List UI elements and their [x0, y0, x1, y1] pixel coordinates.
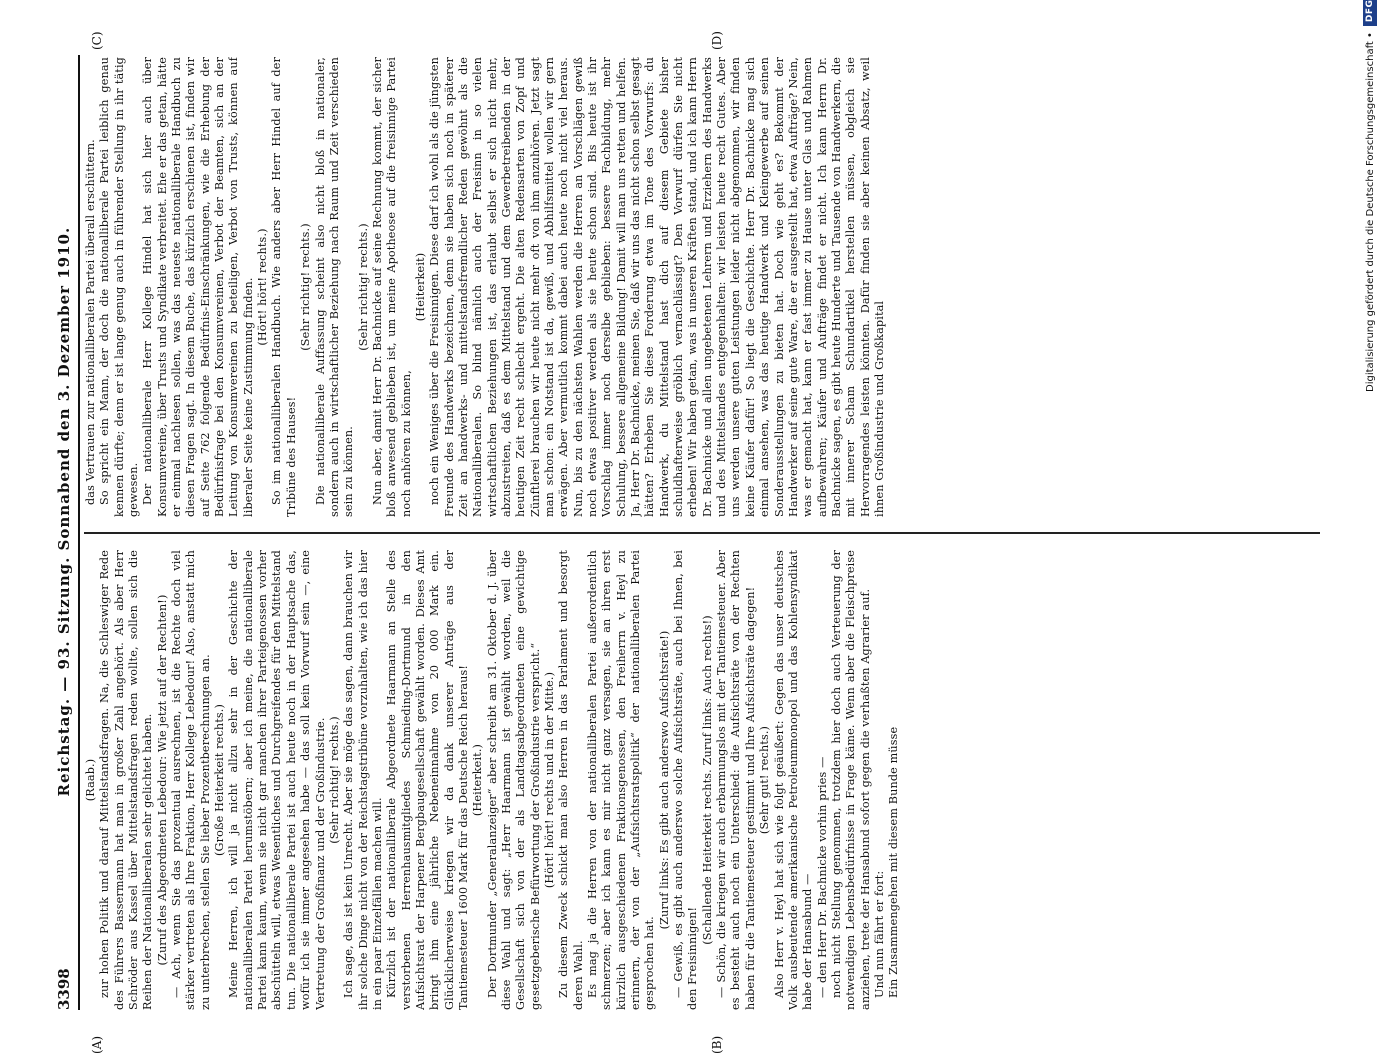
newspaper-page — [50, 31, 1340, 1054]
digitization-footer — [1353, 0, 1381, 392]
dfg-logo: DFG — [1363, 0, 1377, 26]
paragraph: (Zuruf links: Es gibt auch anderswo Aufsichtsräte!) — [657, 630, 671, 930]
paragraph: Kürzlich ist der nationalliberale Abgeordnete Haarmann an Stelle des verstorbenen Herrenhausmitgliedes Schmieding-Dortmund in den Aufsichtsrat der Harpener Bergbaugesellschaft gewählt worden. Dieses Amt bringt ihm eine jährliche Nebeneinnahme von 20 000 Mark ein. Glücklicherweise kriegen wir da dank unserer Anträge aus der Tantiemesteuer 1600 Mark für das Deutsche Reich heraus! — [385, 550, 470, 1010]
paragraph: Also Herr v. Heyl hat sich wie folgt geäußert: Gegen das unser deutsches Volk ausbeutende amerikanische Petroleummonopol und das Kohlensyndikat habe der Hansabund — — [772, 550, 815, 1010]
margin-mark-a: (A) — [90, 1035, 104, 1054]
paragraph: (Große Heiterkeit rechts.) — [213, 704, 227, 856]
paragraph: — Ach, wenn Sie das prozentual ausrechnen, ist die Rechte doch viel stärker vertreten als Ihre Fraktion, Herr Kollege Lebedour! Also, anstatt mich zu unterbrechen, stellen Sie lieber Prozentberechnungen an. — [170, 550, 212, 1010]
paragraph: Nun aber, damit Herr Dr. Bachnicke auf seine Rechnung kommt, der sicher bloß anwesend geblieben ist, um meine Apotheose auf die freisinnige Partei noch anhören zu können, — [370, 57, 413, 517]
paragraph: Die nationalliberale Auffassung scheint also nicht bloß in nationaler, sondern auch in wirtschaftlicher Beziehung nach Raum und Zeit verschieden sein zu können. — [313, 57, 356, 517]
paragraph: (Sehr gut! rechts.) — [758, 725, 772, 835]
paragraph: So spricht ein Mann, der doch die nationalliberale Partei leiblich genau kennen dürfte; denn er ist lange genug auch in führender Stellung in ihr tätig gewesen. — [98, 57, 141, 517]
paragraph: (Sehr richtig! rechts.) — [299, 223, 313, 351]
paragraph: Und nun fährt er fort: — [872, 870, 886, 998]
paragraph: So im nationalliberalen Handbuch. Wie anders aber Herr Hindel auf der Tribüne des Hauses! — [270, 57, 298, 517]
paragraph: (Sehr richtig! rechts.) — [356, 223, 370, 351]
paragraph: — den Herr Dr. Bachnicke vorhin pries — — [815, 756, 829, 998]
paragraph: Meine Herren, ich will ja nicht allzu sehr in der Geschichte der nationalliberalen Partei herumstöbern; aber ich meine, die nationalliberale Partei kann kaum, wenn sie nicht gar manchen ihrer Parteigenossen vorher abschütteln will, etwas Wesentliches und Durchgreifendes für den Mittelstand tun. Die nationalliberale Partei ist auch heute noch in der Hauptsache das, wofür ich sie immer angesehen habe — das soll kein Vorwurf sein —, eine Vertretung der Großfinanz und der Großindustrie. — [227, 550, 327, 1010]
paragraph: (Hört! hört! rechts und in der Mitte.) — [543, 671, 556, 889]
paragraph: Es mag ja die Herren von der nationalliberalen Partei außerordentlich schmerzen; aber ich kann es mir nicht ganz versagen, sie an ihren erst kürzlich ausgeschiedenen Fraktionsgenossen, den Freiherrn v. Heyl zu erinnern, der von der „Aufsichtsratspolitik“ der nationalliberalen Partei gesprochen hat. — [586, 550, 657, 1010]
digitization-note: Digitalisierung gefördert durch die Deutsche Forschungsgemeinschaft • — [1364, 32, 1376, 392]
paragraph: Der nationalliberale Herr Kollege Hindel hat sich hier auch über Konsumvereine, über Trusts und Syndikate verbreitet. Ehe er das getan, hätte er einmal nachlesen sollen, was das neueste nationalliberale Handbuch zu diesen Fragen sagt. In diesem Buche, das kürzlich erschienen ist, finden wir auf Seite 762 folgende Bedürfnis-Einschränkungen, wie die Erhebung der Bedürfnisfrage bei den Konsumvereinen, Verbot der Beamten, sich an der Leitung von Konsumvereinen zu beteiligen, Verbot von Trusts, können auf liberaler Seite keine Zustimmung finden. — [141, 57, 255, 517]
paragraph: Zu diesem Zweck schickt man also Herren in das Parlament und besorgt deren Wahl. — [557, 550, 585, 1010]
page-title: Reichstag. — 93. Sitzung. Sonnabend den 3. Dezember 1910. — [55, 226, 73, 797]
column-divider — [84, 532, 1320, 534]
margin-mark-b: (B) — [710, 1035, 724, 1054]
margin-mark-d: (D) — [710, 31, 724, 50]
paragraph: noch ein Weniges über die Freisinnigen. Diese darf ich wohl als die jüngsten Freunde des Handwerks bezeichnen, denn sie haben sich noch in späterer Zeit an handwerks- und mittelstandsfremdlicher Reden gewöhnt als die Nationalliberalen. So blind nämlich auch der Freisinn in so vielen wirtschaftlichen Beziehungen ist, das erlaubt selbst er sich nicht mehr, abzustreiten, daß es dem Mittelstand und dem Gewerbetreibenden in der heutigen Zeit recht schlecht ergeht. Die alten Redensarten von Zopf und Zünftlerei brauchen wir heute nicht mehr oft von ihm anzuhören. Jetzt sagt man schon: ein Notstand ist da, gewiß, und Abhilfsmittel wollen wir gern erwägen. Aber vermutlich kommt dabei auch heute noch nicht viel heraus. Nun, bis zu den nächsten Wahlen werden die Herren an Vorschlägen gewiß noch etwas positiver werden als sie heute schon sind. Bis heute ist ihr Vorschlag immer noch derselbe geblieben: bessere Fachbildung, mehr Schulung, bessere allgemeine Bildung! Damit will man uns retten und helfen. Ja, Herr Dr. Bachnicke, meinen Sie, daß wir uns das nicht schon selbst gesagt hätten? Erheben Sie diese Forderung etwa im Tone des Vorwurfs: du Handwerk, du Mittelstand hast dich auf diesem Gebiete bisher schuldhafterweise gröblich vernachlässigt? Den Vorwurf dürfen Sie nicht erheben! Wir haben getan, was in unseren Kräften stand, und ich kann Herrn Dr. Bachnicke und allen ungebetenen Lehrern und Erziehern des Handwerks und des Mittelstandes entgegenhalten: wir leisten heute recht Gutes. Aber uns werden unsere guten Leistungen leider nicht abgenommen, wir finden keine Käufer dafür! So liegt die Geschichte. Herr Dr. Bachnicke mag sich einmal ansehen, was das heutige Handwerk und Kleingewerbe auf seinen Sonderausstellungen zu bieten hat. Doch wie geht es? Bekommt der Handwerker auf seine gute Ware, die er ausgestellt hat, etwa Aufträge? Nein, was er gemacht hat, kann er fast immer zu Hause unter Glas und Rahmen aufbewahren; Käufer und Aufträge findet er nicht. Ich kann Herrn Dr. Bachnicke sagen, es gibt heute Hunderte und Tausende von Handwerkern, die mit innerer Scham Schundartikel herstellen müssen, obgleich sie Hervorragendes leisten könnten. Dafür finden sie aber keinen Absatz, weil ihnen Großindustrie und Großkapital — [428, 57, 886, 517]
paragraph: — Gewiß, es gibt auch anderswo solche Aufsichtsräte, auch bei Ihnen, bei den Freisinnigen! — [672, 550, 700, 1010]
paragraph: (Heiterkeit.) — [471, 743, 485, 817]
paragraph: (Zuruf des Abgeordneten Lebedour: Wie jetzt auf der Rechten!) — [155, 594, 169, 966]
page-header — [50, 55, 80, 1010]
paragraph: (Sehr richtig! rechts.) — [327, 716, 341, 844]
right-text-column — [84, 57, 1324, 517]
paragraph: Ich sage, das ist kein Unrecht. Aber sie möge das sagen, dann brauchen wir ihr solche Dinge nicht von der Reichstagstribüne vorzuhalten, wie ich das hier in ein paar Einzelfällen machen will. — [342, 550, 384, 1010]
paragraph: zur hohen Politik und darauf Mittelstandsfragen. Na, die Schleswiger Rede des Führers Bassermann hat man in großer Zahl angehört. Als aber Herr Schröder aus Kassel über Mittelstandsfragen reden wollte, sollen sich die Reihen der Nationalliberalen sehr gelichtet haben. — [98, 550, 155, 1010]
left-text-column — [84, 550, 1324, 1010]
paragraph: (Hört! hört! rechts.) — [256, 228, 270, 346]
margin-mark-c: (C) — [90, 31, 104, 50]
paragraph: (Raab.) — [84, 758, 97, 802]
paragraph: — Schön, die kriegen wir auch erbarmungslos mit der Tantiemesteuer. Aber es besteht auch noch ein Unterschied: die Aufsichtsräte von der Rechten haben für die Tantiemesteuer gestimmt und Ihre Aufsichtsräte dagegen! — [715, 550, 757, 1010]
paragraph: (Schallende Heiterkeit rechts. Zuruf links: Auch rechts!) — [700, 615, 714, 945]
paragraph: noch nicht Stellung genommen, trotzdem hier doch auch Verteuerung der notwendigen Lebensbedürfnisse in Frage käme. Wenn aber die Fleischpreise anziehen, trete der Hansabund sofort gegen die verhaßten Agrarier auf. — [829, 550, 872, 1010]
paragraph: (Heiterkeit) — [413, 252, 427, 322]
paragraph: Ein Zusammengehen mit diesem Bunde müsse — [887, 726, 901, 998]
paragraph: Der Dortmunder „Generalanzeiger“ aber schreibt am 31. Oktober d. J. über diese Wahl und sagt: „Herr Haarmann ist gewählt worden, weil die Gesellschaft sich von der als Landtagsabgeordneten eine gewichtige gesetzgeberische Befürwortung der Großindustrie verspricht.“ — [485, 550, 542, 1010]
page-number: 3398 — [55, 968, 73, 1010]
paragraph: das Vertrauen zur nationalliberalen Partei überall erschüttern. — [84, 139, 97, 505]
